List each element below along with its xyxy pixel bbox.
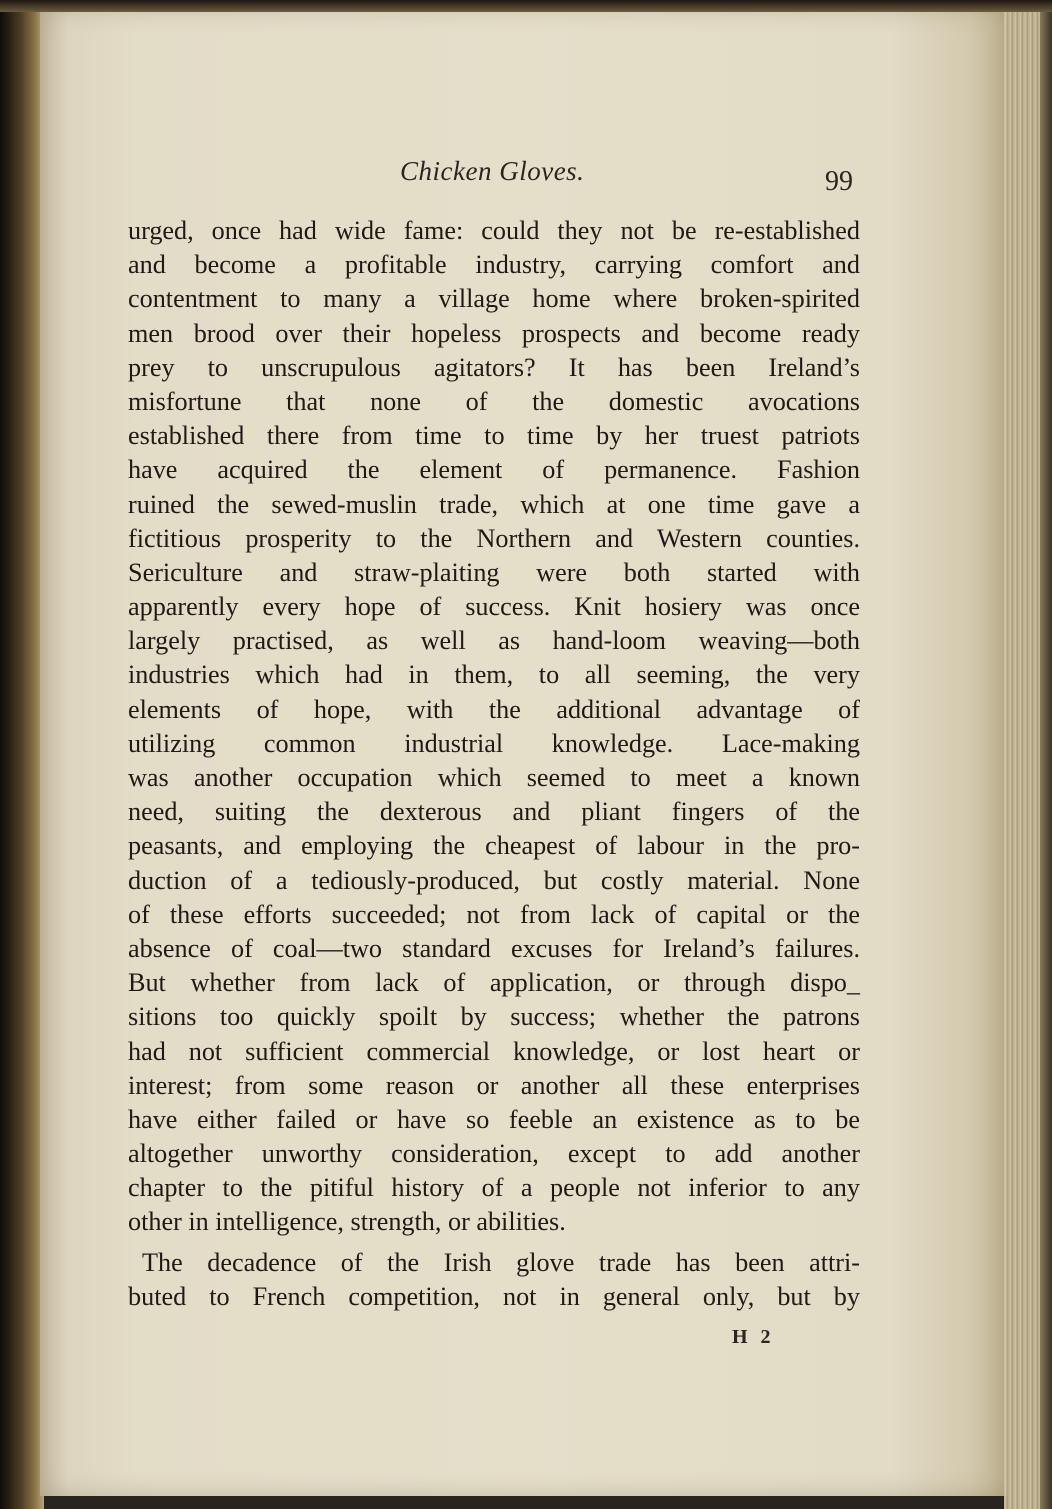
- text-line: elements of hope, with the additional advantage of: [128, 694, 860, 724]
- text-line: other in intelligence, strength, or abilities.: [128, 1207, 566, 1237]
- text-line: fictitious prosperity to the Northern and Western counties.: [128, 523, 860, 553]
- text-line: The decadence of the Irish glove trade has been attri-: [142, 1247, 860, 1277]
- text-line: need, suiting the dexterous and pliant fingers of the: [128, 797, 860, 827]
- text-line: ruined the sewed-muslin trade, which at one time gave a: [128, 489, 860, 519]
- text-line: prey to unscrupulous agitators? It has been Ireland’s: [128, 352, 860, 382]
- running-head: Chicken Gloves.: [400, 156, 585, 186]
- text-line: largely practised, as well as hand-loom weaving—both: [128, 626, 860, 656]
- text-line: peasants, and employing the cheapest of labour in the pro-: [128, 831, 860, 861]
- text-line: Sericulture and straw-plaiting were both started with: [128, 557, 860, 587]
- book-gutter: [0, 0, 44, 1509]
- page-edges: [1004, 0, 1052, 1509]
- text-line: had not sufficient commercial knowledge, or lost heart or: [128, 1036, 860, 1066]
- text-line: urged, once had wide fame: could they not be re-established: [128, 216, 860, 245]
- text-line: duction of a tediously-produced, but costly material. None: [128, 865, 860, 895]
- text-line: sitions too quickly spoilt by success; whether the patrons: [128, 1002, 860, 1032]
- text-line: have acquired the element of permanence. Fashion: [128, 455, 860, 485]
- text-line: But whether from lack of application, or through dispo_: [128, 968, 860, 998]
- text-line: of these efforts succeeded; not from lack of capital or the: [128, 899, 860, 929]
- text-line: absence of coal—two standard excuses for Ireland’s failures.: [128, 933, 860, 963]
- text-line: interest; from some reason or another all these enterprises: [128, 1070, 860, 1100]
- text-line: industries which had in them, to all seeming, the very: [128, 660, 860, 690]
- text-line: altogether unworthy consideration, except to add another: [128, 1139, 860, 1169]
- text-line: have either failed or have so feeble an existence as to be: [128, 1104, 860, 1134]
- text-line: established there from time to time by her truest patriots: [128, 421, 860, 451]
- page-number: 99: [825, 166, 853, 197]
- text-line: was another occupation which seemed to meet a known: [128, 763, 860, 792]
- text-line: buted to French competition, not in general only, but by: [128, 1281, 860, 1311]
- text-line: apparently every hope of success. Knit hosiery was once: [128, 592, 860, 622]
- text-line: contentment to many a village home where broken-spirited: [128, 284, 860, 314]
- body-text: [128, 214, 860, 1314]
- text-line: and become a profitable industry, carrying comfort and: [128, 250, 860, 280]
- top-edge: [0, 0, 1052, 12]
- text-line: utilizing common industrial knowledge. Lace-making: [128, 728, 860, 758]
- text-line: misfortune that none of the domestic avocations: [128, 386, 860, 416]
- text-line: men brood over their hopeless prospects and become ready: [128, 318, 860, 348]
- text-line: chapter to the pitiful history of a people not inferior to any: [128, 1173, 860, 1203]
- signature-mark: H 2: [732, 1326, 775, 1348]
